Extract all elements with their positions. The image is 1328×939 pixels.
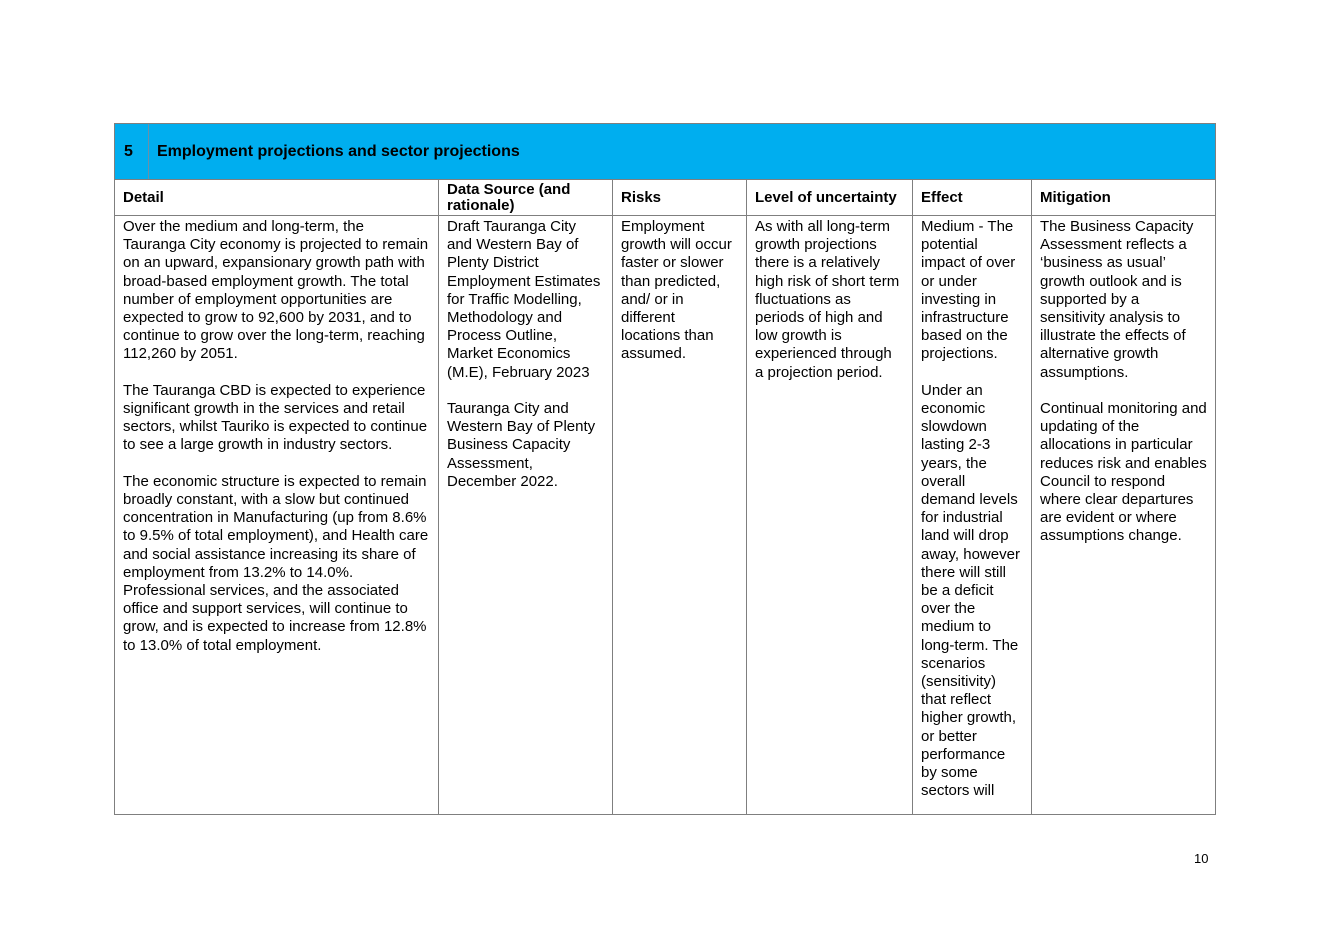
risks-header: Risks	[613, 180, 746, 216]
risks-paragraph: Employment growth will occur faster or slower than predicted, and/ or in different locations than assumed.	[621, 218, 732, 363]
section-number: 5	[115, 124, 149, 179]
mitigation-cell	[1032, 216, 1215, 812]
mitigation-column	[1032, 180, 1215, 814]
uncertainty-header: Level of uncertainty	[747, 180, 912, 216]
data-source-paragraph: Draft Tauranga City and Western Bay of Plenty District Employment Estimates for Traffic Modelling, Methodology and Process Outline, Market Economics (M.E), February 2023	[447, 218, 601, 381]
effect-header: Effect	[913, 180, 1031, 216]
risks-column	[613, 180, 747, 814]
effect-paragraph: Medium - The potential impact of over or under investing in infrastructure based on the projections.	[921, 218, 1016, 363]
detail-cell	[115, 216, 438, 812]
data-source-header: Data Source (and rationale)	[439, 180, 612, 216]
uncertainty-cell	[747, 216, 912, 812]
data-source-cell	[439, 216, 612, 812]
uncertainty-column	[747, 180, 913, 814]
detail-paragraph: The economic structure is expected to remain broadly constant, with a slow but continued concentration in Manufacturing (up from 8.6% to 9.5% of total employment), and Health care and social assistance increasing its share of employment from 13.2% to 14.0%. Professional services, and the associated office and support services, will continue to grow, and is expected to increase from 12.8% to 13.0% of total employment.	[123, 472, 429, 654]
detail-paragraph: The Tauranga CBD is expected to experience significant growth in the services and retail sectors, whilst Tauriko is expected to continue to see a large growth in industry sectors.	[123, 381, 428, 454]
detail-header: Detail	[115, 180, 438, 216]
mitigation-paragraph: Continual monitoring and updating of the allocations in particular reduces risk and enables Council to respond where clear departures are evident or where assumptions change.	[1040, 400, 1207, 545]
risks-cell	[613, 216, 746, 812]
effect-paragraph: Under an economic slowdown lasting 2-3 years, the overall demand levels for industrial land will drop away, however there will still be a deficit over the medium to long-term. The scenarios (sensitivity) that reflect higher growth, or better performance by some sectors will	[921, 381, 1020, 800]
detail-paragraph: Over the medium and long-term, the Tauranga City economy is projected to remain on an upward, expansionary growth path with broad-based employment growth. The total number of employment opportunities are expected to grow to 92,600 by 2031, and to continue to grow over the long-term, reaching 112,260 by 2051.	[123, 218, 429, 363]
effect-column	[913, 180, 1032, 814]
effect-cell	[913, 216, 1031, 812]
section-banner	[115, 124, 1215, 180]
data-source-column	[439, 180, 613, 814]
assumptions-table	[114, 123, 1216, 815]
data-source-paragraph: Tauranga City and Western Bay of Plenty Business Capacity Assessment, December 2022.	[447, 400, 596, 490]
mitigation-paragraph: The Business Capacity Assessment reflects a ‘business as usual’ growth outlook and is supported by a sensitivity analysis to illustrate the effects of alternative growth assumptions.	[1040, 218, 1194, 381]
section-title: Employment projections and sector projections	[157, 143, 520, 160]
mitigation-header: Mitigation	[1032, 180, 1215, 216]
detail-column	[115, 180, 439, 814]
page-number: 10	[1194, 851, 1209, 866]
uncertainty-paragraph: As with all long-term growth projections there is a relatively high risk of short term fluctuations as periods of high and low growth is experienced through a projection period.	[755, 218, 900, 381]
